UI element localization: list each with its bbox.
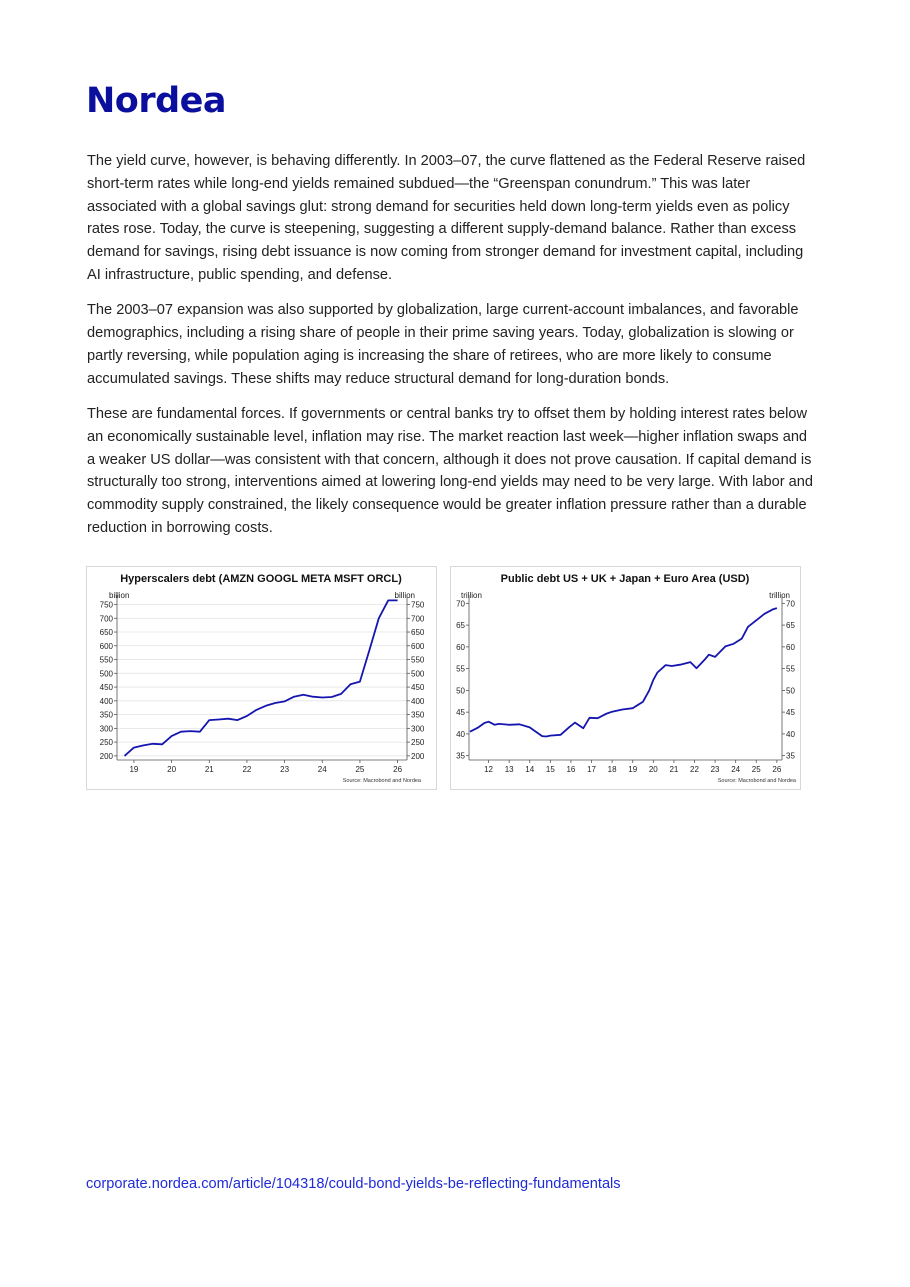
- x-tick-label: 16: [566, 765, 576, 774]
- x-tick-label: 19: [129, 765, 139, 774]
- y-tick-label-right: 35: [786, 751, 795, 761]
- y-tick-label-left: 250: [99, 738, 113, 748]
- y-tick-label-right: 550: [411, 655, 425, 665]
- y-tick-label-left: 70: [456, 599, 465, 609]
- y-tick-label-left: 50: [456, 686, 465, 696]
- x-tick-label: 21: [669, 765, 679, 774]
- hyperscalers-debt-chart: [86, 566, 437, 790]
- y-tick-label-right: 40: [786, 729, 795, 739]
- paragraph-fundamental-forces: These are fundamental forces. If governments or central banks try to offset them by holding interest rates below an economically sustainable level, inflation may rise. The market reaction last week—higher inflation swaps and a weaker US dollar—was consistent with that concern, although it does not prove causation. If capital demand is structurally too strong, interventions aimed at lowering long-end yields may need to be very large. With labor and commodity supply constrained, the likely consequence would be greater inflation pressure rather than a durable reduction in borrowing costs.: [87, 405, 814, 536]
- x-tick-label: 22: [242, 765, 252, 774]
- y-tick-label-left: 350: [99, 710, 113, 720]
- y-tick-label-right: 45: [786, 708, 795, 718]
- y-tick-label-right: 750: [411, 600, 425, 610]
- x-tick-label: 22: [690, 765, 699, 774]
- paragraph-globalization: The 2003–07 expansion was also supported by globalization, large current-account imbalances, and favorable demographics, including a rising share of people in their prime saving years. Today, globalization is slowing or partly reversing, while population aging is increasing the share of retirees, who are more likely to consume accumulated savings. These shifts may reduce structural demand for long-duration bonds.: [87, 302, 799, 387]
- article-body: [87, 150, 817, 552]
- y-tick-label-right: 70: [786, 599, 795, 609]
- y-tick-label-left: 60: [456, 642, 465, 652]
- x-tick-label: 23: [280, 765, 290, 774]
- y-tick-label-right: 600: [411, 641, 425, 651]
- x-tick-label: 23: [710, 765, 720, 774]
- x-tick-label: 26: [772, 765, 782, 774]
- x-tick-label: 25: [751, 765, 761, 774]
- chart-title: Hyperscalers debt (AMZN GOOGL META MSFT ORCL): [120, 573, 402, 585]
- y-tick-label-left: 400: [99, 696, 113, 706]
- x-tick-label: 21: [204, 765, 214, 774]
- y-unit-left: billion: [109, 591, 130, 600]
- x-tick-label: 14: [525, 765, 535, 774]
- y-tick-label-right: 50: [786, 686, 795, 696]
- chart-title: Public debt US + UK + Japan + Euro Area (USD): [500, 573, 750, 585]
- chart-source-note: Source: Macrobond and Nordea: [342, 778, 421, 784]
- hyperscalers-debt-svg: [87, 567, 436, 789]
- y-tick-label-left: 750: [99, 600, 113, 610]
- y-tick-label-right: 300: [411, 724, 425, 734]
- x-tick-label: 24: [731, 765, 741, 774]
- x-tick-label: 25: [355, 765, 365, 774]
- y-tick-label-right: 350: [411, 710, 425, 720]
- y-unit-left: trillion: [461, 591, 482, 600]
- public-debt-chart: [450, 566, 801, 790]
- x-tick-label: 17: [587, 765, 596, 774]
- y-tick-label-right: 650: [411, 628, 425, 638]
- y-tick-label-right: 65: [786, 621, 795, 631]
- y-tick-label-left: 550: [99, 655, 113, 665]
- x-tick-label: 12: [484, 765, 494, 774]
- y-tick-label-left: 450: [99, 683, 113, 693]
- chart-source-note: Source: Macrobond and Nordea: [717, 778, 796, 784]
- x-tick-label: 24: [317, 765, 327, 774]
- y-tick-label-left: 35: [456, 751, 465, 761]
- y-tick-label-right: 60: [786, 642, 795, 652]
- public-debt-svg: [451, 567, 800, 789]
- y-tick-label-left: 650: [99, 628, 113, 638]
- x-tick-label: 26: [393, 765, 403, 774]
- y-tick-label-right: 700: [411, 614, 425, 624]
- y-tick-label-left: 45: [456, 708, 465, 718]
- y-tick-label-left: 65: [456, 621, 465, 631]
- nordea-logo: Nordea: [86, 81, 227, 121]
- y-unit-right: trillion: [769, 591, 790, 600]
- y-tick-label-right: 55: [786, 664, 795, 674]
- x-tick-label: 18: [607, 765, 617, 774]
- x-tick-label: 19: [628, 765, 638, 774]
- article-url-link[interactable]: corporate.nordea.com/article/104318/could-bond-yields-be-reflecting-fundamentals: [86, 1176, 621, 1192]
- y-tick-label-left: 40: [456, 729, 465, 739]
- x-tick-label: 20: [648, 765, 658, 774]
- x-tick-label: 13: [504, 765, 514, 774]
- y-unit-right: billion: [394, 591, 415, 600]
- data-series-line: [470, 608, 777, 736]
- y-tick-label-right: 250: [411, 738, 425, 748]
- paragraph-yield-curve: The yield curve, however, is behaving differently. In 2003–07, the curve flattened as the Federal Reserve raised short-term rates while long-end yields remained subdued—the “Greenspan conundrum.” This was later associated with a global savings glut: strong demand for securities held down long-term yields even as policy rates rose. Today, the curve is steepening, suggesting a different supply-demand balance. Rather than excess demand for savings, rising debt issuance is now coming from stronger demand for investment capital, including AI infrastructure, public spending, and defense.: [87, 153, 806, 283]
- y-tick-label-left: 200: [99, 751, 113, 761]
- y-tick-label-left: 600: [99, 641, 113, 651]
- y-tick-label-right: 200: [411, 751, 425, 761]
- y-tick-label-left: 700: [99, 614, 113, 624]
- x-tick-label: 20: [167, 765, 177, 774]
- data-series-line: [125, 600, 398, 756]
- y-tick-label-left: 55: [456, 664, 465, 674]
- y-tick-label-right: 450: [411, 683, 425, 693]
- x-tick-label: 15: [545, 765, 555, 774]
- y-tick-label-right: 400: [411, 696, 425, 706]
- y-tick-label-left: 500: [99, 669, 113, 679]
- y-tick-label-right: 500: [411, 669, 425, 679]
- y-tick-label-left: 300: [99, 724, 113, 734]
